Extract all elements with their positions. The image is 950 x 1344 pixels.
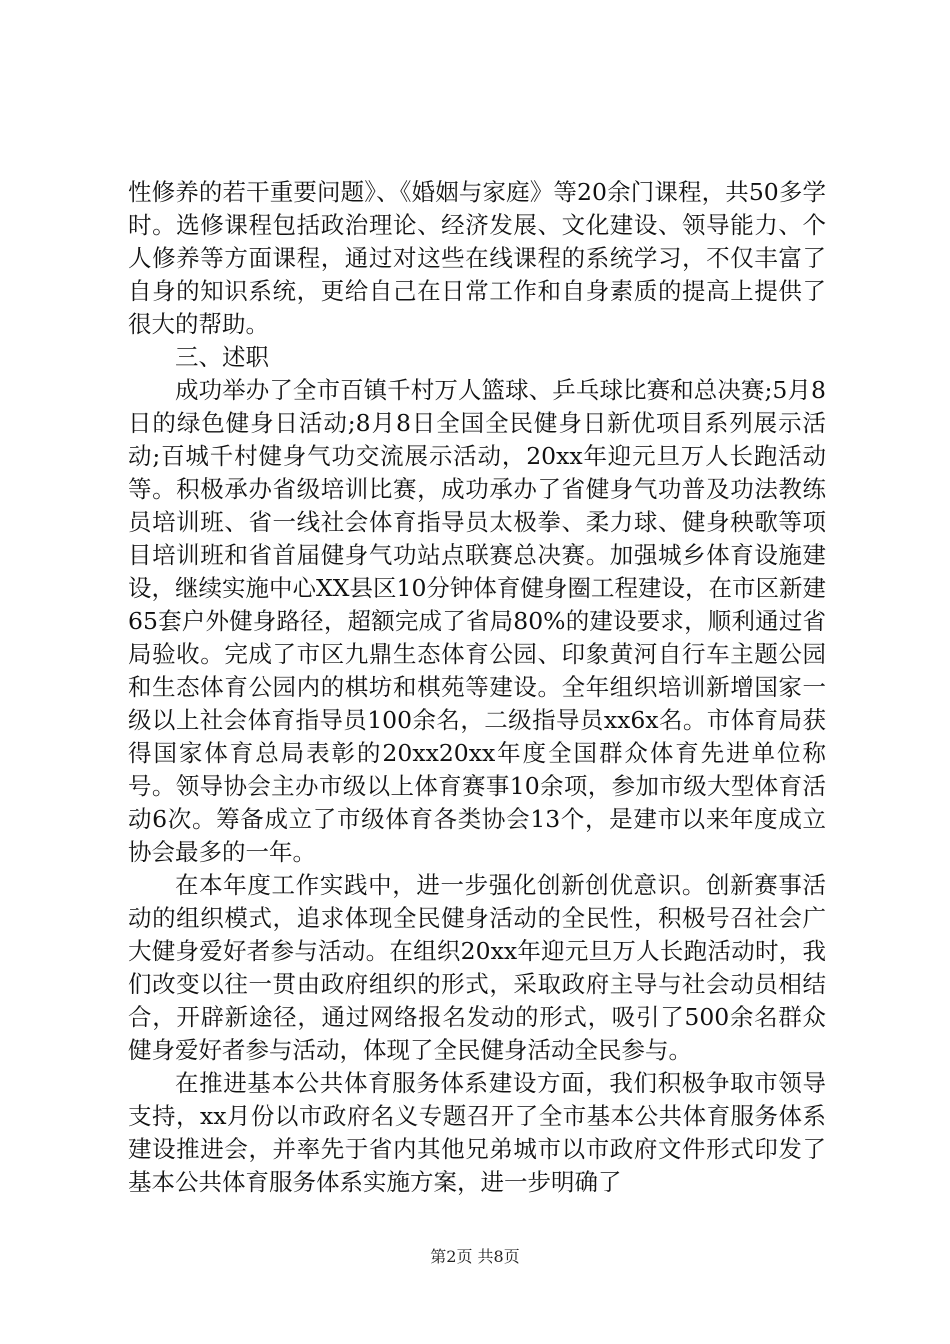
paragraph-continued: 性修养的若干重要问题》、《婚姻与家庭》等20余门课程，共50多学时。选修课程包括政治理论、经济发展、文化建设、领导能力、个人修养等方面课程，通过对这些在线课程的系统学习，不仅丰富了自身的知识系统，更给自己在日常工作和自身素质的提高上提供了很大的帮助。 (128, 178, 826, 338)
document-body (128, 176, 826, 1199)
page-number-footer: 第2页 共8页 (430, 1247, 520, 1266)
paragraph-achievements: 成功举办了全市百镇千村万人篮球、乒乓球比赛和总决赛;5月8日的绿色健身日活动;8月8日全国全民健身日新优项目系列展示活动;百城千村健身气功交流展示活动，20xx年迎元旦万人长跑活动等。积极承办省级培训比赛，成功承办了省健身气功普及功法教练员培训班、省一线社会体育指导员太极拳、柔力球、健身秧歌等项目培训班和省首届健身气功站点联赛总决赛。加强城乡体育设施建设，继续实施中心XX县区10分钟体育健身圈工程建设，在市区新建65套户外健身路径，超额完成了省局80%的建设要求，顺利通过省局验收。完成了市区九鼎生态体育公园、印象黄河自行车主题公园和生态体育公园内的棋坊和棋苑等建设。全年组织培训新增国家一级以上社会体育指导员100余名，二级指导员xx6x名。市体育局获得国家体育总局表彰的20xx20xx年度全国群众体育先进单位称号。领导协会主办市级以上体育赛事10余项，参加市级大型体育活动6次。筹备成立了市级体育各类协会13个，是建市以来年度成立协会最多的一年。 (128, 376, 826, 866)
section-heading: 三、述职 (175, 343, 269, 371)
paragraph-public-service: 在推进基本公共体育服务体系建设方面，我们积极争取市领导支持，xx月份以市政府名义专题召开了全市基本公共体育服务体系建设推进会，并率先于省内其他兄弟城市以市政府文件形式印发了基本公共体育服务体系实施方案，进一步明确了 (128, 1069, 826, 1196)
paragraph-innovation: 在本年度工作实践中，进一步强化创新创优意识。创新赛事活动的组织模式，追求体现全民健身活动的全民性，积极号召社会广大健身爱好者参与活动。在组织20xx年迎元旦万人长跑活动时，我们改变以往一贯由政府组织的形式，采取政府主导与社会动员相结合，开辟新途径，通过网络报名发动的形式，吸引了500余名群众健身爱好者参与活动，体现了全民健身活动全民参与。 (128, 871, 826, 1064)
